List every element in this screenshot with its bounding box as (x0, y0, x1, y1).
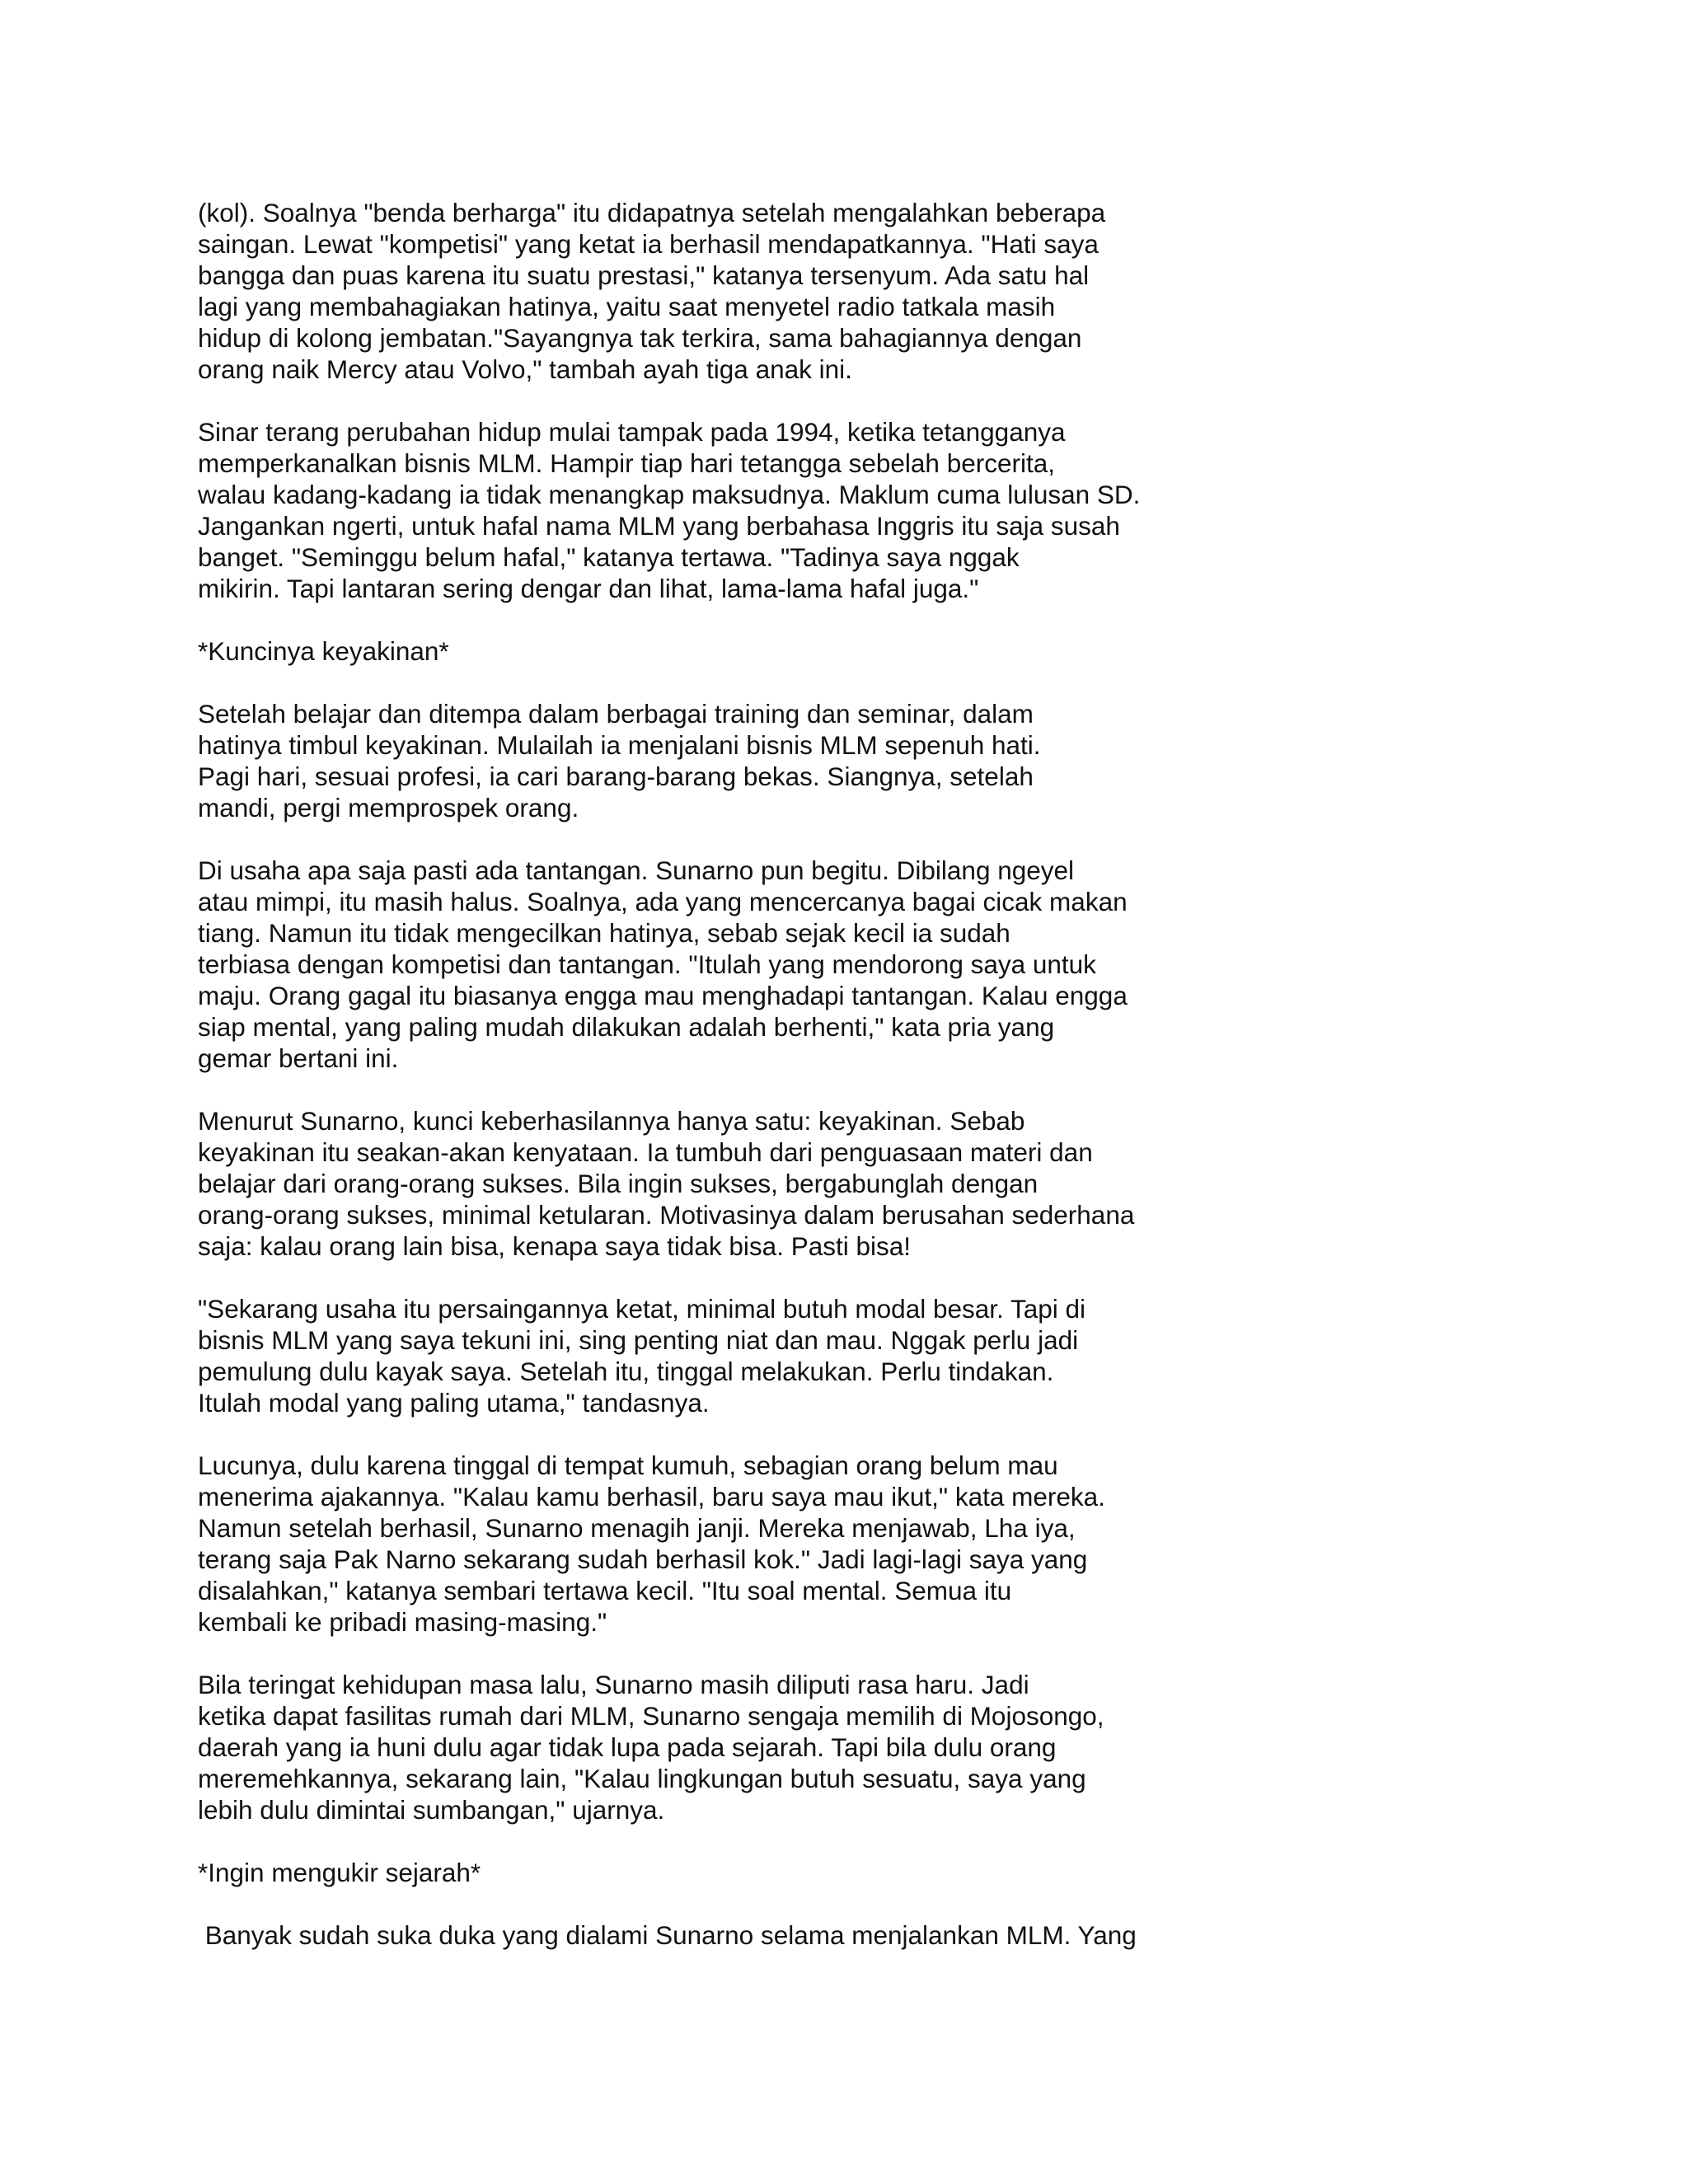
text-line: disalahkan," katanya sembari tertawa kecil. "Itu soal mental. Semua itu (198, 1576, 1012, 1605)
paragraph-gap (198, 1638, 1269, 1669)
text-line: Banyak sudah suka duka yang dialami Sunarno selama menjalankan MLM. Yang (198, 1920, 1137, 1950)
text-line: Di usaha apa saja pasti ada tantangan. Sunarno pun begitu. Dibilang ngeyel (198, 855, 1075, 885)
text-line: terbiasa dengan kompetisi dan tantangan. "Itulah yang mendorong saya untuk (198, 949, 1096, 979)
text-line: lebih dulu dimintai sumbangan," ujarnya. (198, 1795, 665, 1825)
text-line: gemar bertani ini. (198, 1043, 399, 1073)
text-line: *Ingin mengukir sejarah* (198, 1858, 481, 1887)
paragraph (198, 1450, 1269, 1638)
paragraph (198, 698, 1269, 823)
paragraph (198, 1105, 1269, 1262)
text-line: *Kuncinya keyakinan* (198, 636, 449, 666)
text-line: daerah yang ia huni dulu agar tidak lupa pada sejarah. Tapi bila dulu orang (198, 1732, 1057, 1762)
paragraph-gap (198, 1262, 1269, 1293)
paragraph-gap (198, 1888, 1269, 1919)
text-line: orang-orang sukses, minimal ketularan. Motivasinya dalam berusahan sederhana (198, 1200, 1135, 1230)
text-line: atau mimpi, itu masih halus. Soalnya, ada yang mencercanya bagai cicak makan (198, 887, 1128, 916)
text-line: Bila teringat kehidupan masa lalu, Sunarno masih diliputi rasa haru. Jadi (198, 1670, 1029, 1699)
text-line: keyakinan itu seakan-akan kenyataan. Ia tumbuh dari penguasaan materi dan (198, 1137, 1093, 1167)
paragraph (198, 197, 1269, 385)
text-line: Menurut Sunarno, kunci keberhasilannya hanya satu: keyakinan. Sebab (198, 1106, 1025, 1136)
text-line: mandi, pergi memprospek orang. (198, 793, 579, 823)
text-line: kembali ke pribadi masing-masing." (198, 1607, 607, 1637)
paragraph-gap (198, 823, 1269, 855)
text-line: belajar dari orang-orang sukses. Bila ingin sukses, bergabunglah dengan (198, 1169, 1039, 1198)
text-line: lagi yang membahagiakan hatinya, yaitu saat menyetel radio tatkala masih (198, 292, 1056, 321)
document-body (198, 197, 1269, 1951)
text-line: Sinar terang perubahan hidup mulai tampak pada 1994, ketika tetangganya (198, 417, 1066, 447)
text-line: bisnis MLM yang saya tekuni ini, sing penting niat dan mau. Nggak perlu jadi (198, 1325, 1079, 1355)
text-line: walau kadang-kadang ia tidak menangkap maksudnya. Maklum cuma lulusan SD. (198, 480, 1141, 509)
text-line: (kol). Soalnya "benda berharga" itu didapatnya setelah mengalahkan beberapa (198, 198, 1106, 227)
text-line: hatinya timbul keyakinan. Mulailah ia menjalani bisnis MLM sepenuh hati. (198, 730, 1041, 760)
paragraph (198, 1293, 1269, 1418)
text-line: mikirin. Tapi lantaran sering dengar dan lihat, lama-lama hafal juga." (198, 574, 979, 603)
paragraph (198, 635, 1269, 667)
paragraph-gap (198, 385, 1269, 416)
text-line: pemulung dulu kayak saya. Setelah itu, tinggal melakukan. Perlu tindakan. (198, 1357, 1054, 1386)
text-line: Jangankan ngerti, untuk hafal nama MLM yang berbahasa Inggris itu saja susah (198, 511, 1120, 541)
paragraph-gap (198, 1825, 1269, 1857)
text-line: Setelah belajar dan ditempa dalam berbagai training dan seminar, dalam (198, 699, 1034, 729)
text-line: "Sekarang usaha itu persaingannya ketat, minimal butuh modal besar. Tapi di (198, 1294, 1086, 1324)
text-line: Itulah modal yang paling utama," tandasnya. (198, 1388, 710, 1418)
text-line: meremehkannya, sekarang lain, "Kalau lingkungan butuh sesuatu, saya yang (198, 1764, 1086, 1793)
paragraph-gap (198, 1418, 1269, 1450)
paragraph-gap (198, 667, 1269, 698)
text-line: saingan. Lewat "kompetisi" yang ketat ia berhasil mendapatkannya. "Hati saya (198, 229, 1099, 259)
text-line: hidup di kolong jembatan."Sayangnya tak terkira, sama bahagiannya dengan (198, 323, 1082, 353)
text-line: ketika dapat fasilitas rumah dari MLM, Sunarno sengaja memilih di Mojosongo, (198, 1701, 1104, 1731)
text-line: siap mental, yang paling mudah dilakukan adalah berhenti," kata pria yang (198, 1012, 1055, 1042)
paragraph-gap (198, 604, 1269, 635)
paragraph (198, 1919, 1269, 1951)
text-line: tiang. Namun itu tidak mengecilkan hatinya, sebab sejak kecil ia sudah (198, 918, 1010, 948)
paragraph (198, 1857, 1269, 1888)
text-line: Namun setelah berhasil, Sunarno menagih janji. Mereka menjawab, Lha iya, (198, 1513, 1076, 1543)
text-line: Pagi hari, sesuai profesi, ia cari barang-barang bekas. Siangnya, setelah (198, 762, 1034, 791)
paragraph (198, 855, 1269, 1074)
paragraph (198, 1669, 1269, 1825)
text-line: bangga dan puas karena itu suatu prestasi," katanya tersenyum. Ada satu hal (198, 260, 1090, 290)
text-line: orang naik Mercy atau Volvo," tambah ayah tiga anak ini. (198, 354, 852, 384)
text-line: saja: kalau orang lain bisa, kenapa saya tidak bisa. Pasti bisa! (198, 1231, 912, 1261)
text-line: menerima ajakannya. "Kalau kamu berhasil, baru saya mau ikut," kata mereka. (198, 1482, 1105, 1511)
paragraph (198, 416, 1269, 604)
paragraph-gap (198, 1074, 1269, 1105)
text-line: memperkanalkan bisnis MLM. Hampir tiap hari tetangga sebelah bercerita, (198, 448, 1056, 478)
text-line: terang saja Pak Narno sekarang sudah berhasil kok." Jadi lagi-lagi saya yang (198, 1544, 1088, 1574)
text-line: banget. "Seminggu belum hafal," katanya tertawa. "Tadinya saya nggak (198, 542, 1020, 572)
text-line: Lucunya, dulu karena tinggal di tempat kumuh, sebagian orang belum mau (198, 1451, 1058, 1480)
text-line: maju. Orang gagal itu biasanya engga mau menghadapi tantangan. Kalau engga (198, 981, 1128, 1010)
